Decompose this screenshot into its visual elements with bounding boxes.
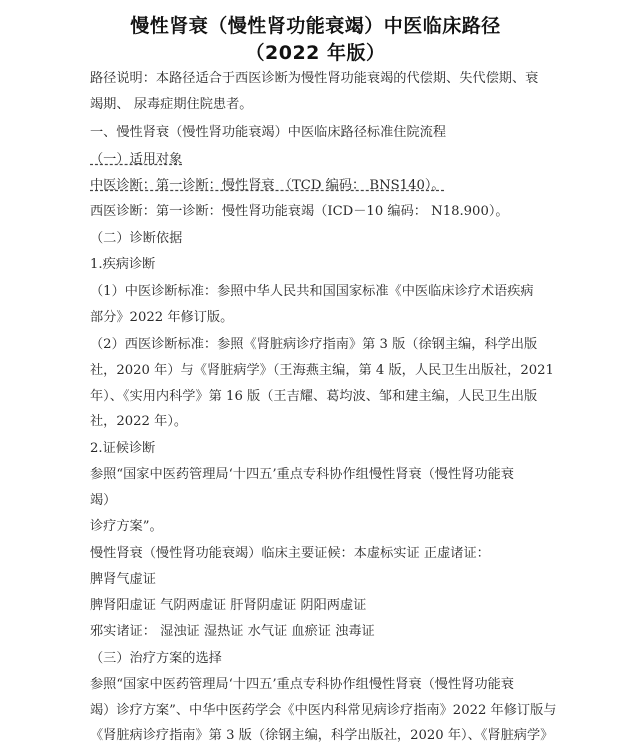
section-heading: 一、慢性肾衰（慢性肾功能衰竭）中医临床路径标准住院流程 [90, 125, 447, 140]
item-heading: 2.证候诊断 [90, 441, 156, 456]
paragraph-line: 年）、《实用内科学》第 16 版（王吉耀、葛均波、邹和建主编，人民卫生出版 [90, 389, 538, 404]
paragraph-line: 社，2020 年）与《肾脏病学》（王海燕主编，第 4 版，人民卫生出版社，2021 [90, 363, 554, 378]
paragraph-line: 路径说明：本路径适合于西医诊断为慢性肾功能衰竭的代偿期、失代偿期、衰 [90, 71, 539, 86]
subsection-heading: （三）治疗方案的选择 [90, 651, 222, 666]
subsection-heading: （一）适用对象 [90, 152, 183, 167]
paragraph-line: 竭期、 尿毒症期住院患者。 [90, 97, 253, 112]
syndrome-line: 脾肾气虚证 [90, 572, 156, 587]
paragraph-line: 参照“国家中医药管理局‘十四五’重点专科协作组慢性肾衰（慢性肾功能衰 [90, 677, 514, 692]
syndrome-line: 邪实诸证： 湿浊证 湿热证 水气证 血瘀证 浊毒证 [90, 624, 375, 639]
paragraph-line: 诊疗方案”。 [90, 519, 163, 534]
paragraph-line: 竭） [90, 493, 117, 508]
syndrome-line: 脾肾阳虚证 气阴两虚证 肝肾阴虚证 阴阳两虚证 [90, 598, 367, 613]
paragraph-line: （2）西医诊断标准：参照《肾脏病诊疗指南》第 3 版（徐钢主编，科学出版 [90, 337, 538, 352]
document-title: 慢性肾衰（慢性肾功能衰竭）中医临床路径 [130, 15, 501, 37]
western-diagnosis-line: 西医诊断：第一诊断：慢性肾功能衰竭（ICD－10 编码： N18.900）。 [90, 204, 509, 219]
paragraph-line: 部分》2022 年修订版。 [90, 310, 234, 325]
paragraph-line: 《肾脏病诊疗指南》第 3 版（徐钢主编，科学出版社，2020 年）、《肾脏病学》 [90, 728, 554, 743]
paragraph-line: 社，2022 年）。 [90, 414, 188, 429]
item-heading: 1.疾病诊断 [90, 257, 156, 272]
paragraph-line: （1）中医诊断标准：参照中华人民共和国国家标准《中医临床诊疗术语疾病 [90, 284, 534, 299]
paragraph-line: 慢性肾衰（慢性肾功能衰竭）临床主要证候：本虚标实证 正虚诸证： [90, 546, 490, 561]
subsection-heading: （二）诊断依据 [90, 231, 183, 246]
document-edition: （2022 年版） [245, 42, 386, 64]
paragraph-line: 参照“国家中医药管理局‘十四五’重点专科协作组慢性肾衰（慢性肾功能衰 [90, 467, 514, 482]
tcm-diagnosis-line: 中医诊断：第一诊断：慢性肾衰 （TCD 编码： BNS140）。 [90, 178, 445, 193]
paragraph-line: 竭）诊疗方案”、中华中医药学会《中医内科常见病诊疗指南》2022 年修订版与 [90, 703, 557, 718]
